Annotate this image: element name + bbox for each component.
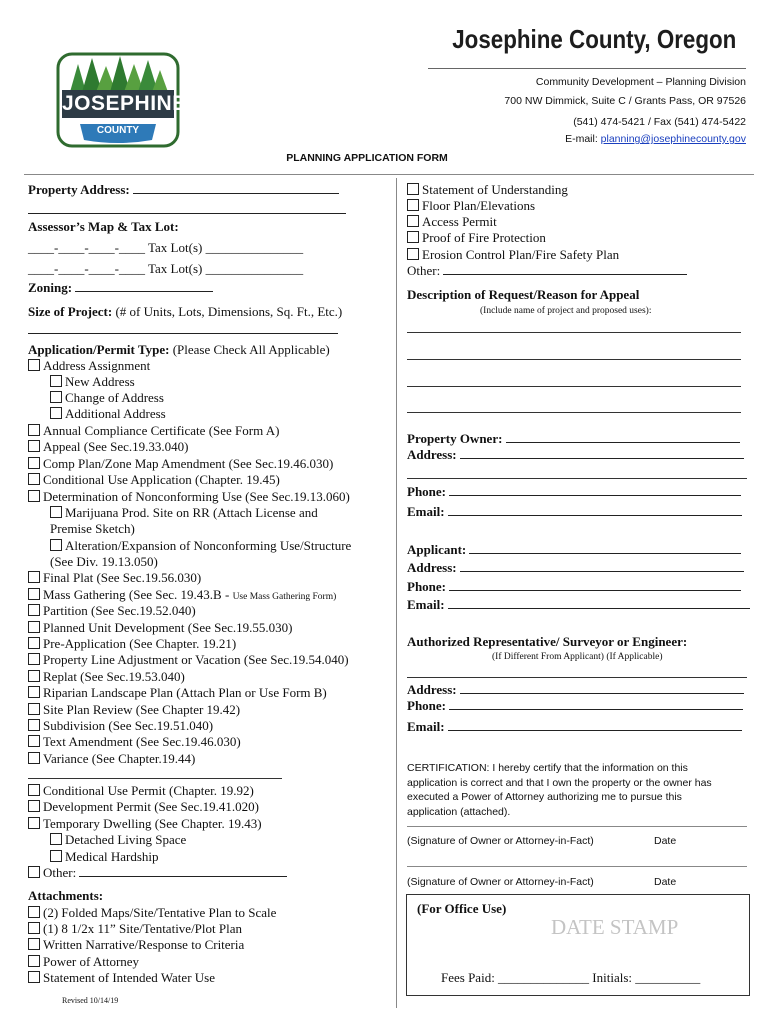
- option-label: Written Narrative/Response to Criteria: [43, 937, 245, 952]
- option-label: Conditional Use Permit (Chapter. 19.92): [43, 783, 254, 798]
- applicant-address-label: Address:: [407, 560, 457, 575]
- option-label: Medical Hardship: [65, 849, 159, 864]
- applicant-row: [407, 542, 741, 558]
- owner-row: [407, 431, 740, 447]
- other-field-right[interactable]: [443, 263, 687, 275]
- opt-comp-plan[interactable]: [28, 456, 333, 472]
- opt-text-amend[interactable]: [28, 734, 241, 750]
- attachments-label: Attachments:: [28, 888, 104, 903]
- signature-line-1[interactable]: [407, 826, 747, 827]
- checkbox[interactable]: [28, 490, 40, 502]
- owner-address-row: [407, 447, 744, 463]
- checkbox[interactable]: [28, 817, 40, 829]
- opt-preapp[interactable]: [28, 636, 236, 652]
- rep-address-row: [407, 682, 744, 698]
- checkbox[interactable]: [407, 215, 419, 227]
- att-water[interactable]: [28, 970, 215, 986]
- option-label: Floor Plan/Elevations: [422, 198, 536, 213]
- revised-date: Revised 10/14/19: [62, 996, 119, 1005]
- option-label: Power of Attorney: [43, 954, 140, 969]
- opt-partition[interactable]: [28, 603, 196, 619]
- email-line: [565, 133, 746, 145]
- logo-sub: COUNTY: [96, 125, 140, 136]
- opt-address-assignment[interactable]: [28, 358, 150, 374]
- att-narrative[interactable]: [28, 937, 244, 953]
- owner-phone-row: [407, 484, 741, 500]
- permit-type-row: [28, 342, 330, 358]
- checkbox[interactable]: [407, 199, 419, 211]
- county-logo: [56, 52, 187, 148]
- size-label: Size of Project:: [28, 304, 113, 319]
- checkbox[interactable]: [28, 588, 40, 600]
- checkbox[interactable]: [28, 440, 40, 452]
- applicant-phone-field[interactable]: [449, 579, 741, 591]
- applicant-phone-row: [407, 579, 741, 595]
- rep-phone-row: [407, 698, 743, 714]
- email-label: E-mail:: [565, 133, 601, 145]
- checkbox[interactable]: [28, 653, 40, 665]
- other-field-left[interactable]: [79, 865, 287, 877]
- rep-line[interactable]: [407, 677, 747, 678]
- option-label: Erosion Control Plan/Fire Safety Plan: [422, 247, 620, 262]
- checkbox[interactable]: [28, 955, 40, 967]
- opt-determination[interactable]: [28, 489, 350, 505]
- applicant-address-field[interactable]: [460, 560, 744, 572]
- header-rule: [428, 68, 746, 69]
- desc-line-1[interactable]: [407, 332, 741, 333]
- option-label: (1) 8 1/2x 11” Site/Tentative/Plot Plan: [43, 921, 242, 936]
- option-label: Subdivision (See Sec.19.51.040): [43, 718, 214, 733]
- option-label: Change of Address: [65, 390, 164, 405]
- property-address-row2: [28, 202, 346, 218]
- rep-email-field[interactable]: [448, 719, 742, 731]
- option-label: Planned Unit Development (See Sec.19.55.030): [43, 620, 293, 635]
- applicant-email-field[interactable]: [448, 597, 750, 609]
- property-address-row: [28, 182, 339, 198]
- option-label: New Address: [65, 374, 135, 389]
- applicant-email-row: [407, 597, 750, 613]
- signature-label-2: (Signature of Owner or Attorney-in-Fact): [407, 876, 594, 888]
- att-folded-maps[interactable]: [28, 905, 276, 921]
- checkbox[interactable]: [28, 922, 40, 934]
- checkbox[interactable]: [28, 938, 40, 950]
- checkbox[interactable]: [50, 850, 62, 862]
- checkbox[interactable]: [28, 686, 40, 698]
- option-label: Address Assignment: [43, 358, 151, 373]
- form-title: PLANNING APPLICATION FORM: [286, 152, 448, 164]
- opt-final-plat[interactable]: [28, 570, 201, 586]
- checkbox[interactable]: [28, 906, 40, 918]
- zoning-label: Zoning:: [28, 280, 73, 295]
- certification-text: [407, 761, 712, 819]
- rep-address-field[interactable]: [460, 682, 744, 694]
- rep-email-label: Email:: [407, 719, 445, 734]
- option-label: Appeal (See Sec.19.33.040): [43, 439, 189, 454]
- checkbox[interactable]: [407, 231, 419, 243]
- marijuana-cont: Premise Sketch): [50, 521, 135, 536]
- taxlot-row-2[interactable]: ____-____-____-____ Tax Lot(s) _______________: [28, 261, 304, 276]
- checkbox[interactable]: [28, 703, 40, 715]
- checkbox[interactable]: [50, 375, 62, 387]
- att-site-plan[interactable]: [28, 921, 242, 937]
- rep-title: Authorized Representative/ Surveyor or Engineer:: [407, 634, 688, 649]
- checkbox[interactable]: [50, 833, 62, 845]
- rep-phone-field[interactable]: [449, 698, 743, 710]
- zoning-field[interactable]: [75, 280, 213, 292]
- date-stamp-label: DATE STAMP: [551, 915, 679, 939]
- opt-conditional[interactable]: [28, 472, 280, 488]
- applicant-label: Applicant:: [407, 542, 467, 557]
- other-right-row: [407, 263, 687, 279]
- owner-phone-field[interactable]: [449, 484, 741, 496]
- rep-note: (If Different From Applicant) (If Applicable): [492, 652, 663, 662]
- date-label-1: Date: [654, 835, 677, 847]
- checkbox[interactable]: [28, 735, 40, 747]
- cert-line-2: application is correct and that I own the property or the owner has: [407, 776, 712, 789]
- option-label: Replat (See Sec.19.53.040): [43, 669, 185, 684]
- opt-new-address[interactable]: [50, 374, 135, 390]
- owner-email-label: Email:: [407, 504, 445, 519]
- top-rule: [24, 174, 754, 175]
- opt-annual[interactable]: [28, 423, 279, 439]
- option-label-small: Use Mass Gathering Form): [232, 592, 337, 602]
- taxlot-row-1[interactable]: ____-____-____-____ Tax Lot(s) _______________: [28, 240, 304, 255]
- description-title: Description of Request/Reason for Appeal: [407, 287, 640, 302]
- option-label: Statement of Understanding: [422, 182, 568, 197]
- owner-label: Property Owner:: [407, 431, 503, 446]
- cert-line-4: application (attached).: [407, 805, 511, 818]
- opt-other-left[interactable]: [28, 865, 287, 881]
- opt-appeal[interactable]: [28, 439, 189, 455]
- email-link[interactable]: planning@josephinecounty.gov: [600, 133, 746, 145]
- checkbox[interactable]: [28, 800, 40, 812]
- opt-alteration[interactable]: [50, 538, 351, 554]
- opt-floor-plan[interactable]: [407, 198, 535, 214]
- option-label: Text Amendment (See Sec.19.46.030): [43, 734, 241, 749]
- owner-email-field[interactable]: [448, 504, 742, 516]
- size-field[interactable]: [28, 322, 338, 334]
- cert-line-3: executed a Power of Attorney authorizing me to pursue this: [407, 791, 682, 803]
- signature-label-1: (Signature of Owner or Attorney-in-Fact): [407, 835, 594, 847]
- option-label: Statement of Intended Water Use: [43, 970, 215, 985]
- applicant-address-row: [407, 560, 744, 576]
- checkbox[interactable]: [407, 183, 419, 195]
- option-label: Pre-Application (See Chapter. 19.21): [43, 636, 237, 651]
- option-label: Determination of Nonconforming Use (See Sec.19.13.060): [43, 489, 350, 504]
- checkbox[interactable]: [28, 670, 40, 682]
- opt-cup[interactable]: [28, 783, 254, 799]
- desc-line-2[interactable]: [407, 359, 741, 360]
- opt-access-permit[interactable]: [407, 214, 497, 230]
- option-label: Property Line Adjustment or Vacation (See Sec.19.54.040): [43, 652, 349, 667]
- logo-word: JOSEPHINE: [62, 92, 187, 115]
- option-label: Alteration/Expansion of Nonconforming Use/Structure: [65, 538, 352, 553]
- option-label: Riparian Landscape Plan (Attach Plan or Use Form B): [43, 685, 327, 700]
- address-line: 700 NW Dimmick, Suite C / Grants Pass, OR 97526: [504, 95, 746, 107]
- opt-site-plan[interactable]: [28, 702, 240, 718]
- option-label: Conditional Use Application (Chapter. 19.45): [43, 472, 280, 487]
- size-row: [28, 304, 342, 320]
- opt-variance[interactable]: [28, 751, 195, 767]
- opt-replat[interactable]: [28, 669, 185, 685]
- option-label: Detached Living Space: [65, 832, 187, 847]
- rep-address-label: Address:: [407, 682, 457, 697]
- opt-pud[interactable]: [28, 620, 292, 636]
- opt-dev-permit[interactable]: [28, 799, 259, 815]
- opt-temp-dwelling[interactable]: [28, 816, 262, 832]
- applicant-phone-label: Phone:: [407, 579, 446, 594]
- option-label: Annual Compliance Certificate (See Form A): [43, 423, 280, 438]
- checkbox[interactable]: [28, 971, 40, 983]
- rep-email-row: [407, 719, 742, 735]
- option-label: Access Permit: [422, 214, 497, 229]
- date-label-2: Date: [654, 876, 677, 888]
- owner-address-label: Address:: [407, 447, 457, 462]
- checkbox[interactable]: [28, 457, 40, 469]
- desc-line-3[interactable]: [407, 386, 741, 387]
- checkbox[interactable]: [28, 359, 40, 371]
- office-use-label: (For Office Use): [417, 901, 507, 916]
- signature-line-2[interactable]: [407, 866, 747, 867]
- option-label: Comp Plan/Zone Map Amendment (See Sec.19.46.030): [43, 456, 334, 471]
- option-label: Additional Address: [65, 406, 166, 421]
- applicant-field[interactable]: [469, 542, 741, 554]
- zoning-row: [28, 280, 213, 296]
- property-address-label: Property Address:: [28, 182, 130, 197]
- option-label: Variance (See Chapter.19.44): [43, 751, 196, 766]
- checkbox[interactable]: [28, 604, 40, 616]
- checkbox[interactable]: [50, 506, 62, 518]
- option-label: Temporary Dwelling (See Chapter. 19.43): [43, 816, 262, 831]
- opt-riparian[interactable]: [28, 685, 327, 701]
- opt-medical[interactable]: [50, 849, 159, 865]
- left-divider: [28, 778, 282, 779]
- other-right-label: Other:: [407, 263, 441, 278]
- county-title: Josephine County, Oregon: [451, 24, 736, 54]
- checkbox[interactable]: [28, 719, 40, 731]
- owner-email-row: [407, 504, 742, 520]
- checkbox[interactable]: [28, 866, 40, 878]
- opt-additional-address[interactable]: [50, 406, 166, 422]
- office-use-box: [406, 894, 750, 996]
- checkbox[interactable]: [28, 424, 40, 436]
- opt-subdivision[interactable]: [28, 718, 213, 734]
- opt-erosion[interactable]: [407, 247, 619, 263]
- checkbox[interactable]: [28, 784, 40, 796]
- owner-field[interactable]: [506, 431, 740, 443]
- checkbox[interactable]: [28, 637, 40, 649]
- alteration-cont: (See Div. 19.13.050): [50, 554, 158, 569]
- option-label: Marijuana Prod. Site on RR (Attach License and: [65, 505, 318, 520]
- phone-line: (541) 474-5421 / Fax (541) 474-5422: [573, 116, 746, 128]
- permit-type-note: (Please Check All Applicable): [169, 342, 330, 357]
- property-address-field[interactable]: [133, 182, 339, 194]
- checkbox[interactable]: [50, 407, 62, 419]
- rep-phone-label: Phone:: [407, 698, 446, 713]
- fees-row[interactable]: Fees Paid: ______________ Initials: __________: [441, 970, 701, 985]
- opt-marijuana[interactable]: [50, 505, 318, 521]
- owner-phone-label: Phone:: [407, 484, 446, 499]
- checkbox[interactable]: [28, 621, 40, 633]
- checkbox[interactable]: [28, 752, 40, 764]
- checkbox[interactable]: [28, 571, 40, 583]
- cert-line-1: CERTIFICATION: I hereby certify that the information on this: [407, 762, 688, 774]
- opt-pla[interactable]: [28, 652, 349, 668]
- option-label: (2) Folded Maps/Site/Tentative Plan to Scale: [43, 905, 277, 920]
- option-label: Final Plat (See Sec.19.56.030): [43, 570, 202, 585]
- option-label: Mass Gathering (See Sec. 19.43.B -: [43, 587, 233, 602]
- option-label: Site Plan Review (See Chapter 19.42): [43, 702, 241, 717]
- checkbox[interactable]: [407, 248, 419, 260]
- opt-change-address[interactable]: [50, 390, 164, 406]
- dept-line: Community Development – Planning Division: [535, 76, 746, 88]
- property-address-field-2[interactable]: [28, 202, 346, 214]
- applicant-email-label: Email:: [407, 597, 445, 612]
- option-label: Partition (See Sec.19.52.040): [43, 603, 196, 618]
- assessor-label: Assessor’s Map & Tax Lot:: [28, 219, 179, 234]
- checkbox[interactable]: [50, 539, 62, 551]
- opt-mass-gathering[interactable]: [28, 587, 336, 603]
- checkbox[interactable]: [50, 391, 62, 403]
- desc-line-4[interactable]: [407, 412, 741, 413]
- owner-address-line-2[interactable]: [407, 478, 747, 479]
- size-field-row: [28, 322, 338, 338]
- option-label: Proof of Fire Protection: [422, 230, 546, 245]
- column-divider: [396, 178, 397, 1008]
- opt-statement-understanding[interactable]: [407, 182, 568, 198]
- permit-type-label: Application/Permit Type:: [28, 342, 170, 357]
- opt-detached[interactable]: [50, 832, 186, 848]
- owner-address-field[interactable]: [460, 447, 744, 459]
- option-label: Development Permit (See Sec.19.41.020): [43, 799, 259, 814]
- description-note: (Include name of project and proposed uses):: [480, 306, 652, 316]
- size-note: (# of Units, Lots, Dimensions, Sq. Ft., Etc.): [112, 304, 343, 319]
- opt-fire-protection[interactable]: [407, 230, 546, 246]
- option-label: Other:: [43, 865, 77, 880]
- att-poa[interactable]: [28, 954, 139, 970]
- checkbox[interactable]: [28, 473, 40, 485]
